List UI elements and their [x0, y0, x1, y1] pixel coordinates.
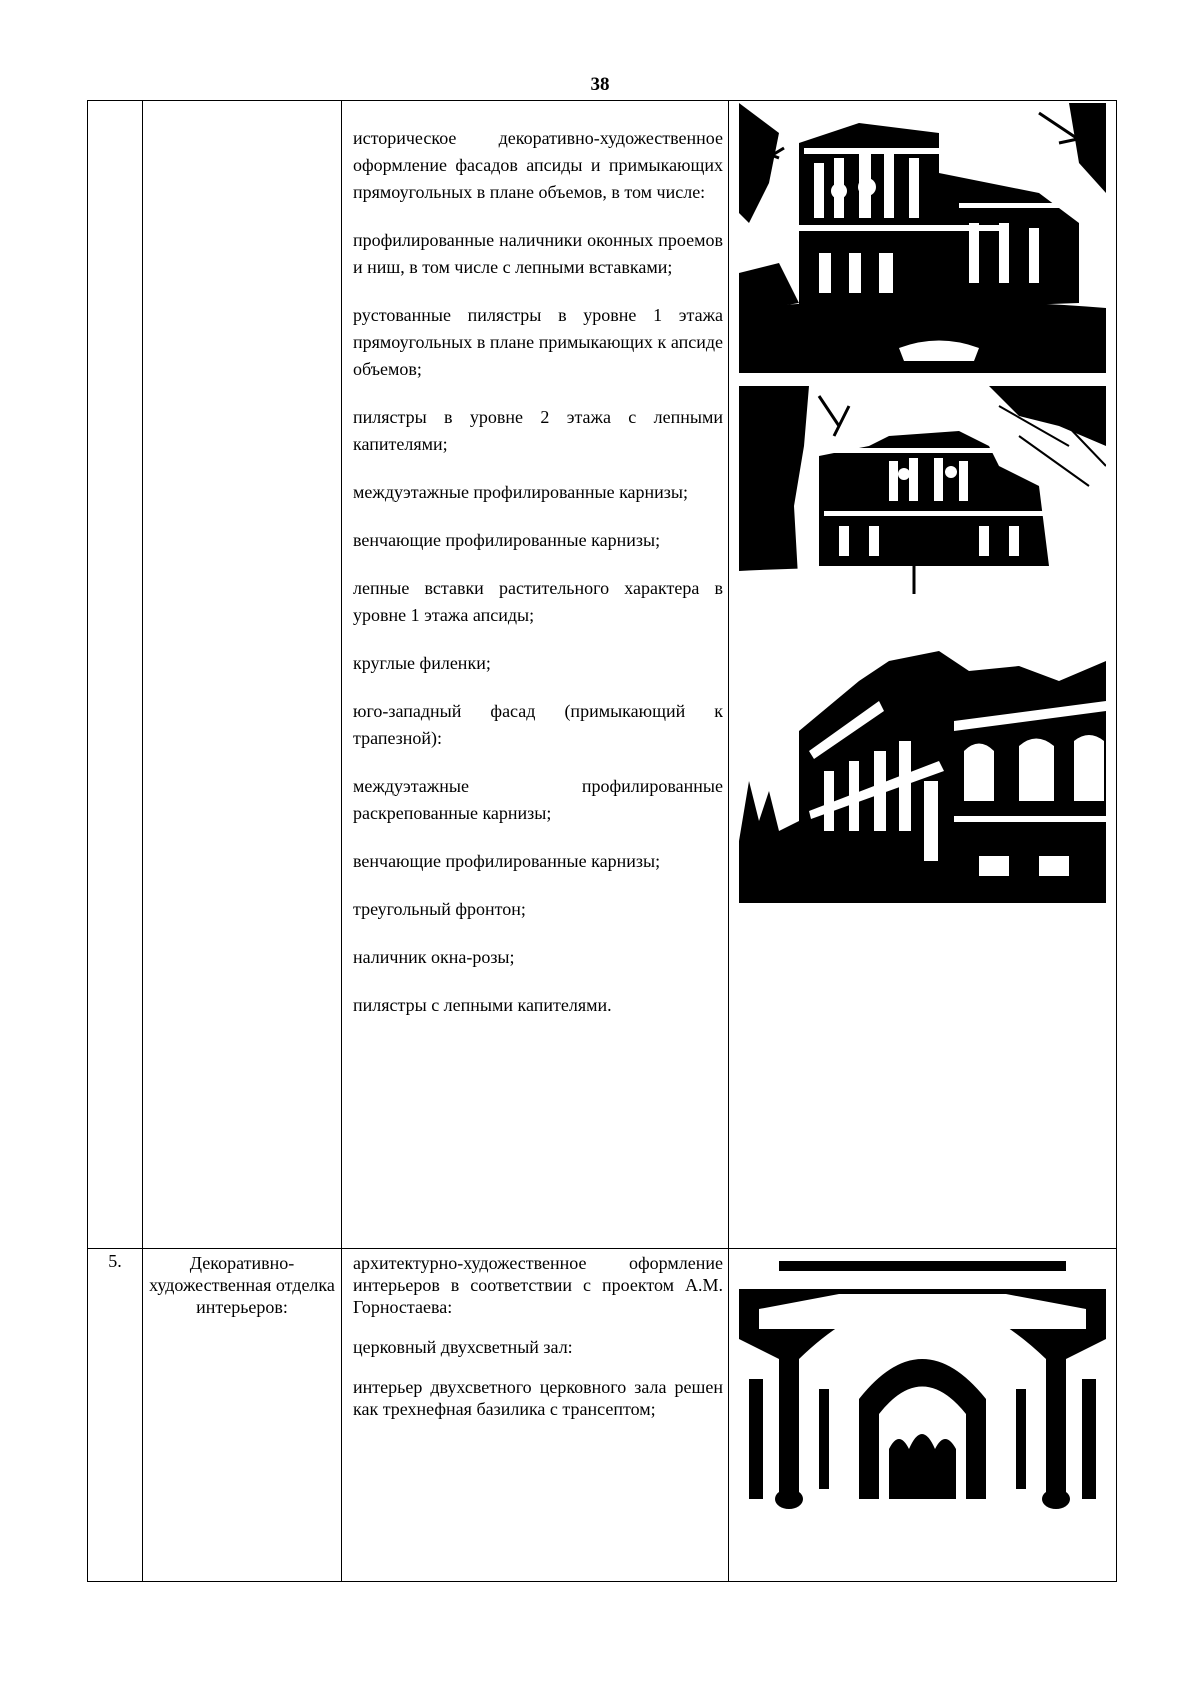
table-row [88, 101, 1117, 1249]
description-paragraph: юго-западный фасад (примыкающий к трапезной): [353, 701, 723, 748]
photos-cell [729, 101, 1117, 1249]
description-paragraph: пилястры в уровне 2 этажа с лепными капителями; [353, 407, 723, 454]
description-paragraph: венчающие профилированные карнизы; [353, 851, 661, 871]
row-name [143, 101, 342, 1249]
page-number: 38 [590, 74, 610, 95]
description-paragraph: историческое декоративно-художественное оформление фасадов апсиды и примыкающих прямоугольных в плане объемов, в том числе: [353, 128, 723, 202]
description-paragraph: пилястры с лепными капителями. [353, 995, 612, 1015]
row-number: 5. [88, 1249, 143, 1582]
building-side-facade-photo [739, 641, 1106, 903]
description-paragraph: лепные вставки растительного характера в уровне 1 этажа апсиды; [353, 578, 723, 625]
row-description [342, 1249, 729, 1582]
row-description [342, 101, 729, 1249]
description-paragraph: интерьер двухсветного церковного зала решен как трехнефная базилика с трансептом; [353, 1377, 723, 1419]
description-paragraph: круглые филенки; [353, 653, 491, 673]
description-paragraph: междуэтажные профилированные раскрепованные карнизы; [353, 776, 723, 823]
description-paragraph: рустованные пилястры в уровне 1 этажа прямоугольных в плане примыкающих к апсиде объемов; [353, 305, 723, 379]
church-interior-nave-photo [739, 1249, 1106, 1517]
row-name: Декоративно-художественная отделка интерьеров: [143, 1249, 342, 1582]
description-paragraph: архитектурно-художественное оформление интерьеров в соответствии с проектом А.М. Горностаева: [353, 1253, 723, 1317]
table-row [88, 1249, 1117, 1582]
building-winter-facade-photo [739, 386, 1106, 594]
building-apse-facade-photo [739, 103, 1106, 373]
description-paragraph: профилированные наличники оконных проемов и ниш, в том числе с лепными вставками; [353, 230, 723, 277]
description-paragraph: треугольный фронтон; [353, 899, 526, 919]
description-paragraph: междуэтажные профилированные карнизы; [353, 482, 689, 502]
description-paragraph: венчающие профилированные карнизы; [353, 530, 661, 550]
monument-features-table [87, 100, 1117, 1582]
row-number [88, 101, 143, 1249]
description-paragraph: наличник окна-розы; [353, 947, 515, 967]
description-paragraph: церковный двухсветный зал: [353, 1337, 573, 1357]
photos-cell [729, 1249, 1117, 1582]
